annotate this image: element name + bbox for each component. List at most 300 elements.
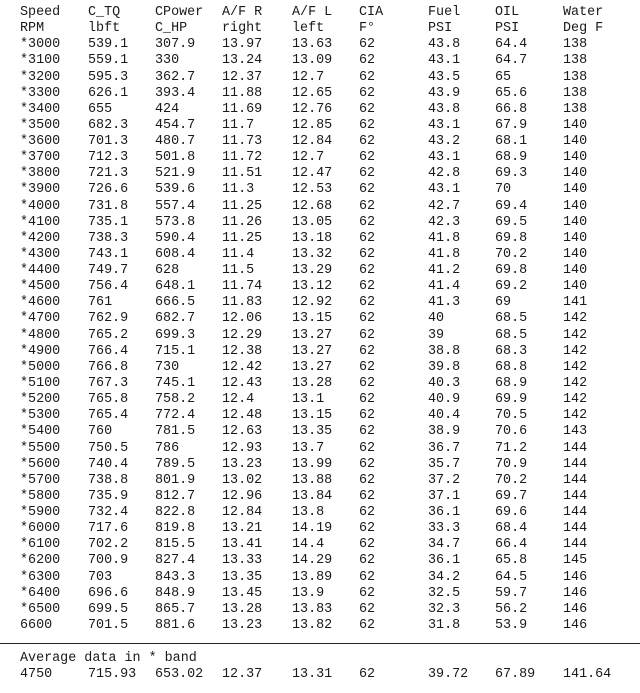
af-right-cell: 12.42 [222,359,263,375]
fuel-psi-cell: 36.1 [428,553,461,569]
af-right-cell: 11.51 [222,166,263,182]
water-temp-cell: 142 [563,375,588,391]
cia-cell: 62 [359,198,376,214]
oil-psi-cell: 69.5 [495,214,528,230]
power-cell: 480.7 [155,134,196,150]
fuel-psi-cell: 35.7 [428,456,461,472]
cia-cell: 62 [359,117,376,133]
speed-cell: *4900 [20,343,61,359]
speed-cell: 6600 [20,617,53,633]
water-temp-cell: 145 [563,553,588,569]
torque-cell: 696.6 [88,585,129,601]
power-cell: 557.4 [155,198,196,214]
af-right-cell: 11.69 [222,101,263,117]
af-left-cell: 13.82 [292,617,333,633]
af-right-cell: 13.97 [222,37,263,53]
water-temp-cell: 146 [563,601,588,617]
torque-cell: 702.2 [88,537,129,553]
water-temp-cell: 138 [563,53,588,69]
torque-cell: 756.4 [88,279,129,295]
table-row [0,521,640,537]
af-right-cell: 12.84 [222,505,263,521]
af-left-cell: 12.53 [292,182,333,198]
fuel-psi-cell: 40.3 [428,375,461,391]
af-right-cell: 11.88 [222,85,263,101]
oil-psi-cell: 69.3 [495,166,528,182]
cia-cell: 62 [359,375,376,391]
power-cell: 362.7 [155,69,196,85]
oil-psi-cell: 69.2 [495,279,528,295]
torque-cell: 743.1 [88,246,129,262]
oil-psi-cell: 53.9 [495,617,528,633]
torque-cell: 715.93 [88,667,137,682]
af-left-cell: 12.65 [292,85,333,101]
fuel-psi-cell: 43.5 [428,69,461,85]
af-left-cell: 13.9 [292,585,325,601]
power-cell: 648.1 [155,279,196,295]
water-temp-cell: 138 [563,85,588,101]
speed-cell: *3300 [20,85,61,101]
af-left-cell: 13.89 [292,569,333,585]
torque-cell: lbft [88,21,121,37]
table-row [0,311,640,327]
water-temp-cell: 141 [563,295,588,311]
speed-cell: *4700 [20,311,61,327]
speed-cell: *4200 [20,230,61,246]
speed-cell: *3000 [20,37,61,53]
fuel-psi-cell: Fuel [428,5,461,20]
power-cell: 789.5 [155,456,196,472]
cia-cell: 62 [359,295,376,311]
torque-cell: 765.2 [88,327,129,343]
af-left-cell: 13.15 [292,408,333,424]
average-divider [0,643,640,644]
fuel-psi-cell: PSI [428,21,453,37]
water-temp-cell: 144 [563,472,588,488]
water-temp-cell: 144 [563,488,588,504]
water-temp-cell: 140 [563,214,588,230]
power-cell: 715.1 [155,343,196,359]
oil-psi-cell: 70.6 [495,424,528,440]
water-temp-cell: 146 [563,569,588,585]
cia-cell: 62 [359,488,376,504]
torque-cell: 738.3 [88,230,129,246]
fuel-psi-cell: 43.8 [428,37,461,53]
torque-cell: 760 [88,424,113,440]
cia-cell: 62 [359,53,376,69]
power-cell: 501.8 [155,150,196,166]
speed-cell: *3500 [20,117,61,133]
torque-cell: 732.4 [88,505,129,521]
water-temp-cell: 142 [563,359,588,375]
af-right-cell: 12.38 [222,343,263,359]
cia-cell: 62 [359,569,376,585]
speed-cell: *4000 [20,198,61,214]
power-cell: 745.1 [155,375,196,391]
power-cell: CPower [155,5,204,20]
oil-psi-cell: 70.5 [495,408,528,424]
power-cell: 786 [155,440,180,456]
torque-cell: 738.8 [88,472,129,488]
water-temp-cell: 138 [563,37,588,53]
fuel-psi-cell: 32.5 [428,585,461,601]
oil-psi-cell: 65.8 [495,553,528,569]
fuel-psi-cell: 41.8 [428,230,461,246]
fuel-psi-cell: 36.7 [428,440,461,456]
water-temp-cell: 140 [563,134,588,150]
af-left-cell: 13.7 [292,440,325,456]
table-row [0,392,640,408]
table-row [0,473,640,489]
table-row [0,53,640,69]
af-right-cell: 11.25 [222,198,263,214]
table-row [0,263,640,279]
af-right-cell: 13.02 [222,472,263,488]
cia-cell: 62 [359,585,376,601]
torque-cell: 726.6 [88,182,129,198]
table-row [0,199,640,215]
fuel-psi-cell: 43.1 [428,150,461,166]
table-row [0,70,640,86]
af-right-cell: 13.23 [222,617,263,633]
cia-cell: 62 [359,601,376,617]
cia-cell: 62 [359,246,376,262]
speed-cell: *6000 [20,521,61,537]
table-row [0,37,640,53]
af-left-cell: 13.27 [292,359,333,375]
af-right-cell: 13.35 [222,569,263,585]
oil-psi-cell: 68.9 [495,375,528,391]
speed-cell: *4300 [20,246,61,262]
torque-cell: 717.6 [88,521,129,537]
cia-cell: CIA [359,5,384,20]
fuel-psi-cell: 38.9 [428,424,461,440]
fuel-psi-cell: 39.72 [428,667,469,682]
fuel-psi-cell: 43.1 [428,53,461,69]
af-right-cell: 13.24 [222,53,263,69]
af-left-cell: 14.4 [292,537,325,553]
table-row [0,489,640,505]
torque-cell: 765.8 [88,392,129,408]
af-left-cell: 13.99 [292,456,333,472]
water-temp-cell: 144 [563,440,588,456]
speed-cell: *5300 [20,408,61,424]
cia-cell: 62 [359,37,376,53]
af-right-cell: A/F R [222,5,263,20]
cia-cell: 62 [359,392,376,408]
fuel-psi-cell: 41.4 [428,279,461,295]
af-left-cell: 12.84 [292,134,333,150]
cia-cell: 62 [359,69,376,85]
oil-psi-cell: 71.2 [495,440,528,456]
torque-cell: 735.9 [88,488,129,504]
table-row [0,505,640,521]
table-row [0,247,640,263]
water-temp-cell: 142 [563,343,588,359]
af-left-cell: 13.15 [292,311,333,327]
oil-psi-cell: 69.7 [495,488,528,504]
af-right-cell: 12.93 [222,440,263,456]
af-right-cell: 11.4 [222,246,255,262]
power-cell: 539.6 [155,182,196,198]
power-cell: 590.4 [155,230,196,246]
water-temp-cell: 140 [563,117,588,133]
oil-psi-cell: 69.9 [495,392,528,408]
water-temp-cell: 140 [563,263,588,279]
fuel-psi-cell: 39.8 [428,359,461,375]
af-left-cell: 13.1 [292,392,325,408]
oil-psi-cell: 65.6 [495,85,528,101]
water-temp-cell: 142 [563,311,588,327]
af-right-cell: right [222,21,263,37]
af-left-cell: 13.29 [292,263,333,279]
oil-psi-cell: 68.3 [495,343,528,359]
oil-psi-cell: 68.1 [495,134,528,150]
oil-psi-cell: 70.2 [495,472,528,488]
af-right-cell: 11.3 [222,182,255,198]
af-left-cell: 13.31 [292,667,333,682]
af-left-cell: 13.32 [292,246,333,262]
power-cell: 608.4 [155,246,196,262]
fuel-psi-cell: 42.8 [428,166,461,182]
af-right-cell: 11.74 [222,279,263,295]
water-temp-cell: 144 [563,505,588,521]
af-right-cell: 12.48 [222,408,263,424]
torque-cell: 766.8 [88,359,129,375]
table-row [0,602,640,618]
speed-cell: *3100 [20,53,61,69]
af-right-cell: 11.5 [222,263,255,279]
af-left-cell: 12.68 [292,198,333,214]
cia-cell: 62 [359,182,376,198]
speed-cell: *4100 [20,214,61,230]
table-row [0,457,640,473]
af-left-cell: 13.35 [292,424,333,440]
speed-cell: 4750 [20,667,53,682]
power-cell: 628 [155,263,180,279]
torque-cell: 703 [88,569,113,585]
torque-cell: 701.5 [88,617,129,633]
torque-cell: 539.1 [88,37,129,53]
cia-cell: 62 [359,408,376,424]
torque-cell: 595.3 [88,69,129,85]
power-cell: 801.9 [155,472,196,488]
water-temp-cell: 140 [563,279,588,295]
fuel-psi-cell: 40.9 [428,392,461,408]
table-row [0,182,640,198]
torque-cell: 740.4 [88,456,129,472]
water-temp-cell: 142 [563,408,588,424]
af-left-cell: 13.8 [292,505,325,521]
cia-cell: 62 [359,505,376,521]
speed-cell: *3700 [20,150,61,166]
power-cell: 666.5 [155,295,196,311]
fuel-psi-cell: 43.2 [428,134,461,150]
af-left-cell: 13.27 [292,327,333,343]
torque-cell: 750.5 [88,440,129,456]
oil-psi-cell: 69 [495,295,512,311]
fuel-psi-cell: 43.1 [428,117,461,133]
cia-cell: 62 [359,521,376,537]
table-row [0,344,640,360]
oil-psi-cell: 66.8 [495,101,528,117]
torque-cell: 626.1 [88,85,129,101]
af-left-cell: 14.19 [292,521,333,537]
power-cell: 812.7 [155,488,196,504]
fuel-psi-cell: 37.2 [428,472,461,488]
power-cell: C_HP [155,21,188,37]
table-row [0,166,640,182]
af-right-cell: 13.23 [222,456,263,472]
torque-cell: 735.1 [88,214,129,230]
speed-cell: *3900 [20,182,61,198]
af-right-cell: 11.26 [222,214,263,230]
af-right-cell: 12.06 [222,311,263,327]
table-row [0,408,640,424]
fuel-psi-cell: 42.3 [428,214,461,230]
speed-cell: *3200 [20,69,61,85]
water-temp-cell: 140 [563,182,588,198]
cia-cell: 62 [359,343,376,359]
table-row [0,360,640,376]
af-right-cell: 12.96 [222,488,263,504]
water-temp-cell: 142 [563,392,588,408]
torque-cell: 749.7 [88,263,129,279]
cia-cell: 62 [359,279,376,295]
fuel-psi-cell: 41.2 [428,263,461,279]
speed-cell: Speed [20,5,61,20]
power-cell: 521.9 [155,166,196,182]
power-cell: 682.7 [155,311,196,327]
fuel-psi-cell: 39 [428,327,445,343]
af-left-cell: 13.88 [292,472,333,488]
speed-cell: *4400 [20,263,61,279]
cia-cell: F° [359,21,376,37]
oil-psi-cell: PSI [495,21,520,37]
table-row [0,86,640,102]
speed-cell: *4600 [20,295,61,311]
torque-cell: 700.9 [88,553,129,569]
average-values-row [0,667,640,683]
af-right-cell: 11.25 [222,230,263,246]
torque-cell: 682.3 [88,117,129,133]
af-left-cell: 12.76 [292,101,333,117]
water-temp-cell: 143 [563,424,588,440]
af-left-cell: 13.83 [292,601,333,617]
torque-cell: 701.3 [88,134,129,150]
fuel-psi-cell: 34.2 [428,569,461,585]
af-left-cell: 12.47 [292,166,333,182]
oil-psi-cell: 69.8 [495,263,528,279]
cia-cell: 62 [359,667,376,682]
af-right-cell: 11.73 [222,134,263,150]
water-temp-cell: 141.64 [563,667,612,682]
af-left-cell: 13.27 [292,343,333,359]
cia-cell: 62 [359,166,376,182]
speed-cell: *3400 [20,101,61,117]
torque-cell: 559.1 [88,53,129,69]
water-temp-cell: 144 [563,456,588,472]
oil-psi-cell: 67.9 [495,117,528,133]
power-cell: 758.2 [155,392,196,408]
speed-cell: *5900 [20,505,61,521]
cia-cell: 62 [359,472,376,488]
oil-psi-cell: 64.7 [495,53,528,69]
cia-cell: 62 [359,456,376,472]
water-temp-cell: 144 [563,537,588,553]
torque-cell: 699.5 [88,601,129,617]
cia-cell: 62 [359,440,376,456]
fuel-psi-cell: 40.4 [428,408,461,424]
cia-cell: 62 [359,553,376,569]
table-row [0,231,640,247]
speed-cell: *5600 [20,456,61,472]
table-row [0,134,640,150]
water-temp-cell: 138 [563,101,588,117]
power-cell: 881.6 [155,617,196,633]
power-cell: 772.4 [155,408,196,424]
average-caption: Average data in * band [20,651,197,666]
af-right-cell: 13.33 [222,553,263,569]
speed-cell: *4500 [20,279,61,295]
power-cell: 454.7 [155,117,196,133]
fuel-psi-cell: 37.1 [428,488,461,504]
cia-cell: 62 [359,230,376,246]
water-temp-cell: 140 [563,198,588,214]
af-left-cell: 13.18 [292,230,333,246]
oil-psi-cell: 66.4 [495,537,528,553]
fuel-psi-cell: 34.7 [428,537,461,553]
power-cell: 815.5 [155,537,196,553]
torque-cell: C_TQ [88,5,121,20]
af-left-cell: 13.84 [292,488,333,504]
cia-cell: 62 [359,424,376,440]
speed-cell: RPM [20,21,45,37]
water-temp-cell: 140 [563,150,588,166]
power-cell: 393.4 [155,85,196,101]
power-cell: 653.02 [155,667,204,682]
cia-cell: 62 [359,537,376,553]
water-temp-cell: 140 [563,230,588,246]
fuel-psi-cell: 32.3 [428,601,461,617]
oil-psi-cell: 64.4 [495,37,528,53]
fuel-psi-cell: 40 [428,311,445,327]
power-cell: 330 [155,53,180,69]
cia-cell: 62 [359,359,376,375]
af-left-cell: 13.09 [292,53,333,69]
header-row-bottom [0,21,640,37]
speed-cell: *5000 [20,359,61,375]
oil-psi-cell: 68.5 [495,327,528,343]
water-temp-cell: 140 [563,246,588,262]
oil-psi-cell: 68.4 [495,521,528,537]
af-left-cell: 12.7 [292,69,325,85]
af-right-cell: 12.43 [222,375,263,391]
af-right-cell: 13.45 [222,585,263,601]
torque-cell: 765.4 [88,408,129,424]
water-temp-cell: 146 [563,585,588,601]
af-right-cell: 12.29 [222,327,263,343]
speed-cell: *3600 [20,134,61,150]
af-right-cell: 12.63 [222,424,263,440]
header-row-top [0,5,640,21]
oil-psi-cell: 69.8 [495,230,528,246]
torque-cell: 767.3 [88,375,129,391]
table-row [0,150,640,166]
speed-cell: *4800 [20,327,61,343]
oil-psi-cell: 67.89 [495,667,536,682]
speed-cell: *5500 [20,440,61,456]
